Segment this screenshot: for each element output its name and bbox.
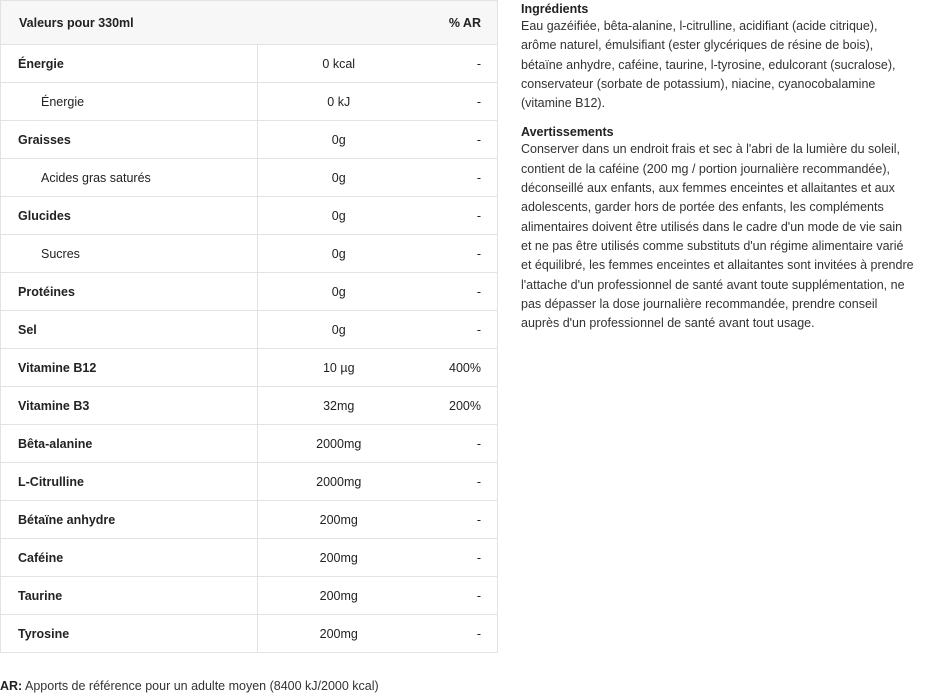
header-label: Valeurs pour 330ml	[1, 1, 258, 45]
row-label: Taurine	[1, 577, 258, 615]
row-value: 0g	[258, 311, 408, 349]
product-info	[521, 1, 921, 333]
ar-legend	[0, 679, 379, 693]
row-value: 200mg	[258, 539, 408, 577]
header-ar: % AR	[408, 1, 498, 45]
row-label: Bêta-alanine	[1, 425, 258, 463]
row-ar: -	[408, 615, 498, 653]
row-label: Caféine	[1, 539, 258, 577]
row-value: 200mg	[258, 615, 408, 653]
row-value: 0g	[258, 273, 408, 311]
table-row	[1, 501, 498, 539]
row-label: Énergie	[1, 83, 258, 121]
table-row	[1, 311, 498, 349]
row-label: Graisses	[1, 121, 258, 159]
row-ar: -	[408, 463, 498, 501]
table-row	[1, 273, 498, 311]
header-value	[258, 1, 408, 45]
row-value: 32mg	[258, 387, 408, 425]
row-ar: -	[408, 273, 498, 311]
row-label: Sucres	[1, 235, 258, 273]
row-ar: -	[408, 197, 498, 235]
row-ar: -	[408, 121, 498, 159]
row-value: 0 kcal	[258, 45, 408, 83]
table-row	[1, 425, 498, 463]
row-value: 2000mg	[258, 463, 408, 501]
warnings-line: adolescents, garder hors de portée des enfants, les compléments	[521, 200, 884, 215]
row-ar: -	[408, 501, 498, 539]
ingredients-line: bétaïne anhydre, caféine, taurine, l-tyrosine, edulcorant (sucralose),	[521, 57, 896, 72]
table-row	[1, 463, 498, 501]
ingredients-section	[521, 1, 921, 113]
row-value: 10 µg	[258, 349, 408, 387]
table-row	[1, 235, 498, 273]
row-ar: -	[408, 45, 498, 83]
row-ar: -	[408, 539, 498, 577]
ingredients-line: Eau gazéifiée, bêta-alanine, l-citrulline, acidifiant (acide citrique),	[521, 19, 878, 33]
row-value: 200mg	[258, 501, 408, 539]
row-label: L-Citrulline	[1, 463, 258, 501]
warnings-line: et ne pas être utilisés comme substituts d'un régime alimentaire varié	[521, 238, 904, 253]
table-row	[1, 159, 498, 197]
table-row	[1, 45, 498, 83]
row-label: Tyrosine	[1, 615, 258, 653]
row-ar: 200%	[408, 387, 498, 425]
table-row	[1, 121, 498, 159]
table-row	[1, 387, 498, 425]
ingredients-text	[521, 17, 921, 113]
table-header-row	[1, 1, 498, 45]
row-ar: -	[408, 159, 498, 197]
warnings-line: l'attache d'un professionnel de santé avant toute supplémentation, ne	[521, 277, 905, 292]
row-value: 0 kJ	[258, 83, 408, 121]
row-label: Protéines	[1, 273, 258, 311]
row-value: 200mg	[258, 577, 408, 615]
warnings-line: Conserver dans un endroit frais et sec à l'abri de la lumière du soleil,	[521, 142, 900, 157]
warnings-line: alimentaires doivent être utilisés dans le cadre d'un mode de vie sain	[521, 219, 903, 234]
row-ar: 400%	[408, 349, 498, 387]
row-label: Vitamine B12	[1, 349, 258, 387]
warnings-title: Avertissements	[521, 125, 614, 140]
warnings-line: et équilibré, les femmes enceintes et allaitantes sont invitées à prendre	[521, 258, 914, 273]
table-row	[1, 577, 498, 615]
row-label: Sel	[1, 311, 258, 349]
row-ar: -	[408, 235, 498, 273]
row-value: 0g	[258, 197, 408, 235]
row-ar: -	[408, 83, 498, 121]
row-ar: -	[408, 311, 498, 349]
table-row	[1, 539, 498, 577]
warnings-line: contient de la caféine (200 mg / portion journalière recommandée),	[521, 161, 890, 176]
ingredients-line: conservateur (sorbate de potassium), niacine, cyanocobalamine	[521, 76, 876, 91]
row-value: 2000mg	[258, 425, 408, 463]
table-row	[1, 83, 498, 121]
table-row	[1, 349, 498, 387]
row-value: 0g	[258, 235, 408, 273]
warnings-line: auprès d'un professionnel de santé avant tout usage.	[521, 316, 815, 331]
row-value: 0g	[258, 159, 408, 197]
legend-text: Apports de référence pour un adulte moyen (8400 kJ/2000 kcal)	[22, 679, 379, 693]
row-label: Énergie	[1, 45, 258, 83]
row-label: Glucides	[1, 197, 258, 235]
ingredients-line: (vitamine B12).	[521, 96, 606, 111]
legend-key: AR:	[0, 679, 23, 693]
row-label: Acides gras saturés	[1, 159, 258, 197]
table-row	[1, 615, 498, 653]
ingredients-title: Ingrédients	[521, 2, 589, 16]
warnings-line: déconseillé aux enfants, aux femmes enceintes et allaitantes et aux	[521, 181, 895, 196]
warnings-section	[521, 124, 921, 333]
ingredients-line: arôme naturel, émulsifiant (ester glycériques de résine de bois),	[521, 38, 874, 53]
warnings-text	[521, 140, 921, 333]
row-value: 0g	[258, 121, 408, 159]
row-ar: -	[408, 425, 498, 463]
row-label: Bétaïne anhydre	[1, 501, 258, 539]
row-label: Vitamine B3	[1, 387, 258, 425]
table-body	[1, 45, 498, 653]
table-row	[1, 197, 498, 235]
row-ar: -	[408, 577, 498, 615]
warnings-line: pas dépasser la dose journalière recommandée, prendre conseil	[521, 296, 878, 311]
